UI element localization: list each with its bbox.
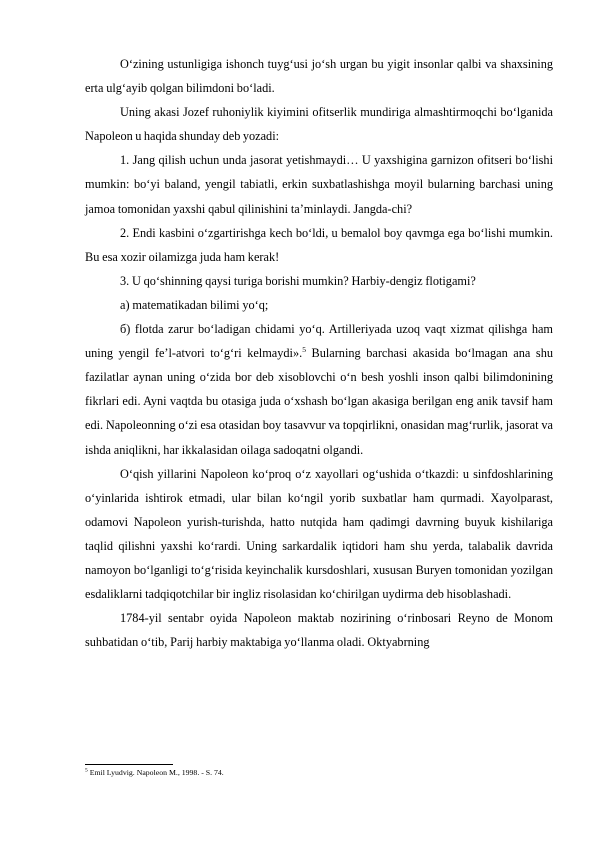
footnote-marker: 5 (85, 767, 88, 774)
paragraph-4: 2. Endi kasbini o‘zgartirishga kech bo‘ldi, u bemalol boy qavmga ega bo‘lishi mumkin. Bu esa xozir oilamizga juda ham kerak! (85, 225, 553, 264)
footnote-reference[interactable]: 5 (302, 345, 306, 355)
paragraph-7-end: Bularning barchasi akasida bo‘lmagan ana shu fazilatlar aynan uning o‘zida bor deb xisoblovchi o‘n besh yoshli inson qalbi bilimdonining fikrlari edi. Ayni vaqtda bu otasiga juda o‘xshash bo‘lgan akasiga berilgan eng anik tavsif ham edi. Napoleonning o‘zi esa otasidan boy tasavvur va topqirlikni, onasidan mag‘rurlik, jasorat va ishda aniqlikni, har ikkalasidan oilaga sadoqatni olgandi. (85, 346, 553, 457)
footnote (85, 768, 553, 778)
footnote-text: Emil Lyudvig. Napoleon M., 1998. - S. 74. (87, 768, 224, 777)
paragraph-5: 3. U qo‘shinning qaysi turiga borishi mumkin? Harbiy-dengiz flotigami? (120, 273, 476, 288)
paragraph-3: 1. Jang qilish uchun unda jasorat yetishmaydi… U yaxshigina garnizon ofitseri bo‘lishi mumkin: bo‘yi baland, yengil tabiatli, erkin suxbatlashishga moyil bularning barchasi uning jamoa tomonidan yaxshi qabul qilinishini ta’minlaydi. Jangda-chi? (85, 153, 553, 216)
body-text (85, 52, 553, 654)
paragraph-9: 1784-yil sentabr oyida Napoleon maktab nozirining o‘rinbosari Reyno de Monom suhbatidan o‘tib, Parij harbiy maktabiga yo‘llanma oladi. Oktyabrning (85, 611, 553, 650)
footnote-divider (85, 764, 173, 765)
paragraph-7-start: б) flotda zarur bo‘ladigan chidami yo‘q. Artilleriyada uzoq vaqt xizmat qilishga ham uning yengil fe’l-atvori to‘g‘ri kelmaydi». (85, 322, 553, 361)
paragraph-8: O‘qish yillarini Napoleon ko‘proq o‘z xayollari og‘ushida o‘tkazdi: u sinfdoshlarining o‘yinlarida ishtirok etmadi, ular bilan ko‘ngil yorib suxbatlar ham qurmadi. Xayolparast, odamovi Napoleon yurish-turishda, hatto nutqida ham qadimgi davrning buyuk kishilariga taqlid qilishni yaxshi ko‘rardi. Uning sarkardalik iqtidori ham shu yerda, talabalik davrida namoyon bo‘lganligi to‘g‘risida keyinchalik kursdoshlari, xususan Buryen tomonidan yozilgan esdaliklarni tadqiqotchilar bir ingliz risolasidan ko‘chirilgan uydirma deb hisoblashadi. (85, 466, 553, 602)
paragraph-1: O‘zining ustunligiga ishonch tuyg‘usi jo‘sh urgan bu yigit insonlar qalbi va shaxsining erta ulg‘ayib qolgan bilimdoni bo‘ladi. (85, 57, 553, 96)
paragraph-2: Uning akasi Jozef ruhoniylik kiyimini ofitserlik mundiriga almashtirmoqchi bo‘lganida Napoleon u haqida shunday deb yozadi: (85, 105, 553, 144)
footnote-area (85, 764, 553, 778)
paragraph-7 (85, 317, 553, 462)
paragraph-6: a) matematikadan bilimi yo‘q; (120, 297, 269, 312)
